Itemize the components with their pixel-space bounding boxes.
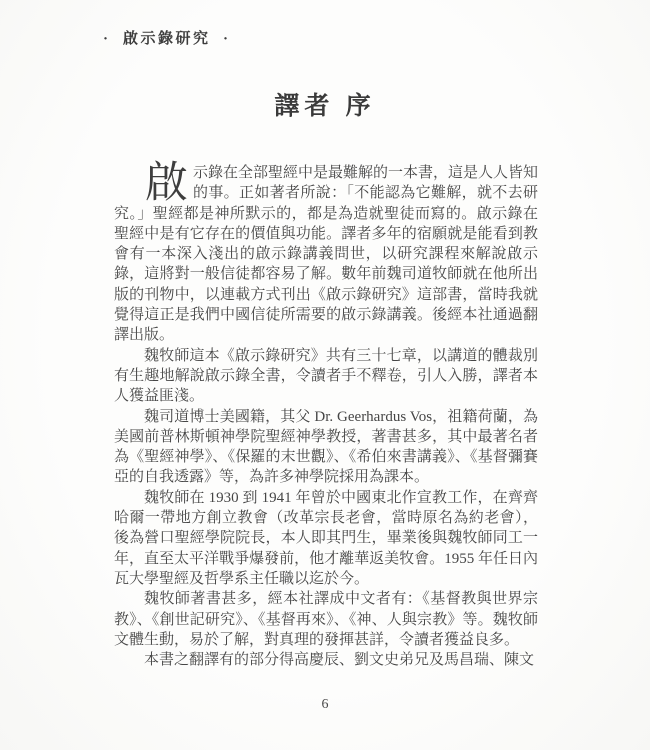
dropcap-character: 啟 (145, 160, 188, 207)
paragraph: 魏牧師在 1930 到 1941 年曾於中國東北作宣教工作，在齊齊哈爾一帶地方創立教會（改革宗長老會，當時原名為約老會），後為營口聖經學院院長，本人即其門生，畢業後與魏牧師同工一年，直至太平洋戰爭爆發前，他才離華返美牧會。1955 年任日內瓦大學聖經及哲學系主任職以迄於今。 (114, 489, 538, 587)
page-title: 譯者 序 (274, 93, 376, 120)
running-header: · 啟示錄研究 · (103, 31, 231, 47)
paragraph: 魏牧師著書甚多，經本社譯成中文者有：《基督教與世界宗教》、《創世記研究》、《基督再來》、《神、人與宗教》等。魏牧師文體生動，易於了解，對真理的發揮甚詳，令讀者獲益良多。 (114, 591, 538, 648)
paragraph: 魏司道博士美國籍，其父 Dr. Geerhardus Vos，祖籍荷蘭，為美國前普林斯頓神學院聖經神學教授，著書甚多，其中最著名者為《聖經神學》、《保羅的末世觀》、《希伯來書講義》、《基督彌賽亞的自我透露》等，為許多神學院採用為課本。 (114, 408, 538, 486)
page-number: 6 (321, 697, 329, 712)
paragraph: 魏牧師這本《啟示錄研究》共有三十七章，以講道的體裁別有生趣地解說啟示錄全書，令讀者手不釋卷，引人入勝，譯者本人獲益匪淺。 (114, 347, 538, 405)
paragraph (114, 160, 539, 346)
body-text (114, 160, 539, 670)
paragraph: 本書之翻譯有的部分得高慶辰、劉文史弟兄及馬昌瑞、陳文 (144, 652, 535, 669)
paragraph-text: 示錄在全部聖經中是最難解的一本書，這是人人皆知的事。正如著者所說：「不能認為它難解，就不去研究。」聖經都是神所默示的，都是為造就聖徒而寫的。啟示錄在聖經中是有它存在的價值與功能。譯者多年的宿願就是能看到教會有一本深入淺出的啟示錄講義問世，以研究課程來解說啟示錄，這將對一般信徒都容易了解。數年前魏司道牧師就在他所出版的刊物中，以連載方式刊出《啟示錄研究》這部書，當時我就覺得這正是我們中國信徒所需要的啟示錄講義。後經本社通過翻譯出版。 (114, 165, 539, 344)
